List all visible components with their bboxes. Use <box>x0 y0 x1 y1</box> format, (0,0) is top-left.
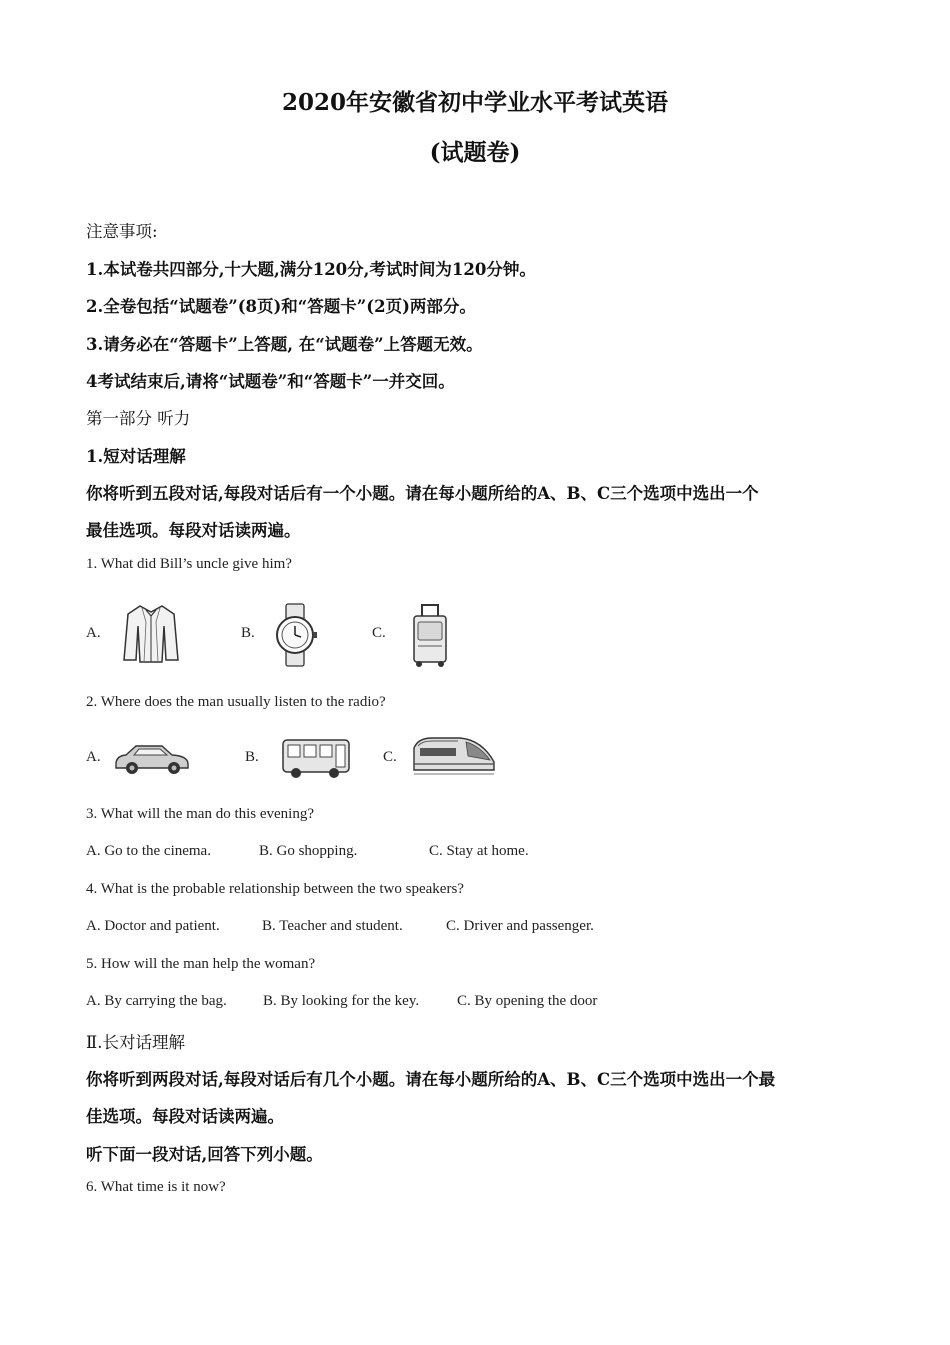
bus-icon <box>280 736 352 780</box>
section-instructions: 最佳选项。每段对话读两遍。 <box>86 521 301 540</box>
q1-option-a-label: A. <box>86 625 101 641</box>
car-icon <box>112 738 192 778</box>
q2-option-c-label: C. <box>383 749 397 765</box>
question-3: 3. What will the man do this evening? <box>86 806 315 822</box>
suitcase-icon <box>408 602 452 668</box>
q5-option-a: A. By carrying the bag. <box>86 993 227 1009</box>
question-5: 5. How will the man help the woman? <box>86 956 316 972</box>
question-6: 6. What time is it now? <box>86 1179 226 1195</box>
notice-item: 4考试结束后,请将“试题卷”和“答题卡”一并交回。 <box>86 372 455 391</box>
watch-icon <box>270 602 320 668</box>
section-heading: 1.短对话理解 <box>86 447 186 466</box>
q3-option-c: C. Stay at home. <box>429 843 529 859</box>
train-icon <box>410 732 496 780</box>
question-1: 1. What did Bill’s uncle give him? <box>86 556 292 572</box>
notice-item: 1.本试卷共四部分,十大题,满分120分,考试时间为120分钟。 <box>86 260 536 279</box>
q2-option-b-label: B. <box>245 749 259 765</box>
exam-title: 2020年安徽省初中学业水平考试英语 <box>281 89 668 116</box>
exam-subtitle: (试题卷) <box>429 139 521 166</box>
section-instructions: 你将听到五段对话,每段对话后有一个小题。请在每小题所给的A、B、C三个选项中选出一个 <box>86 484 759 503</box>
question-4: 4. What is the probable relationship between the two speakers? <box>86 881 464 897</box>
section-heading: Ⅱ.长对话理解 <box>86 1033 185 1052</box>
notice-item: 2.全卷包括“试题卷”(8页)和“答题卡”(2页)两部分。 <box>86 297 476 316</box>
q4-option-a: A. Doctor and patient. <box>86 918 220 934</box>
q1-option-b-label: B. <box>241 625 255 641</box>
notice-heading: 注意事项: <box>86 222 158 241</box>
q1-option-c-label: C. <box>372 625 386 641</box>
q5-option-c: C. By opening the door <box>457 993 598 1009</box>
q3-option-a: A. Go to the cinema. <box>86 843 211 859</box>
notice-item: 3.请务必在“答题卡”上答题, 在“试题卷”上答题无效。 <box>86 335 483 354</box>
section-instructions: 听下面一段对话,回答下列小题。 <box>86 1145 323 1164</box>
q5-option-b: B. By looking for the key. <box>263 993 420 1009</box>
q2-option-a-label: A. <box>86 749 101 765</box>
q4-option-c: C. Driver and passenger. <box>446 918 594 934</box>
part-heading: 第一部分 听力 <box>86 409 191 428</box>
jacket-icon <box>122 602 180 664</box>
q3-option-b: B. Go shopping. <box>259 843 358 859</box>
question-2: 2. Where does the man usually listen to the radio? <box>86 694 386 710</box>
section-instructions: 佳选项。每段对话读两遍。 <box>86 1107 284 1126</box>
q4-option-b: B. Teacher and student. <box>262 918 403 934</box>
section-instructions: 你将听到两段对话,每段对话后有几个小题。请在每小题所给的A、B、C三个选项中选出一个最 <box>86 1070 776 1089</box>
